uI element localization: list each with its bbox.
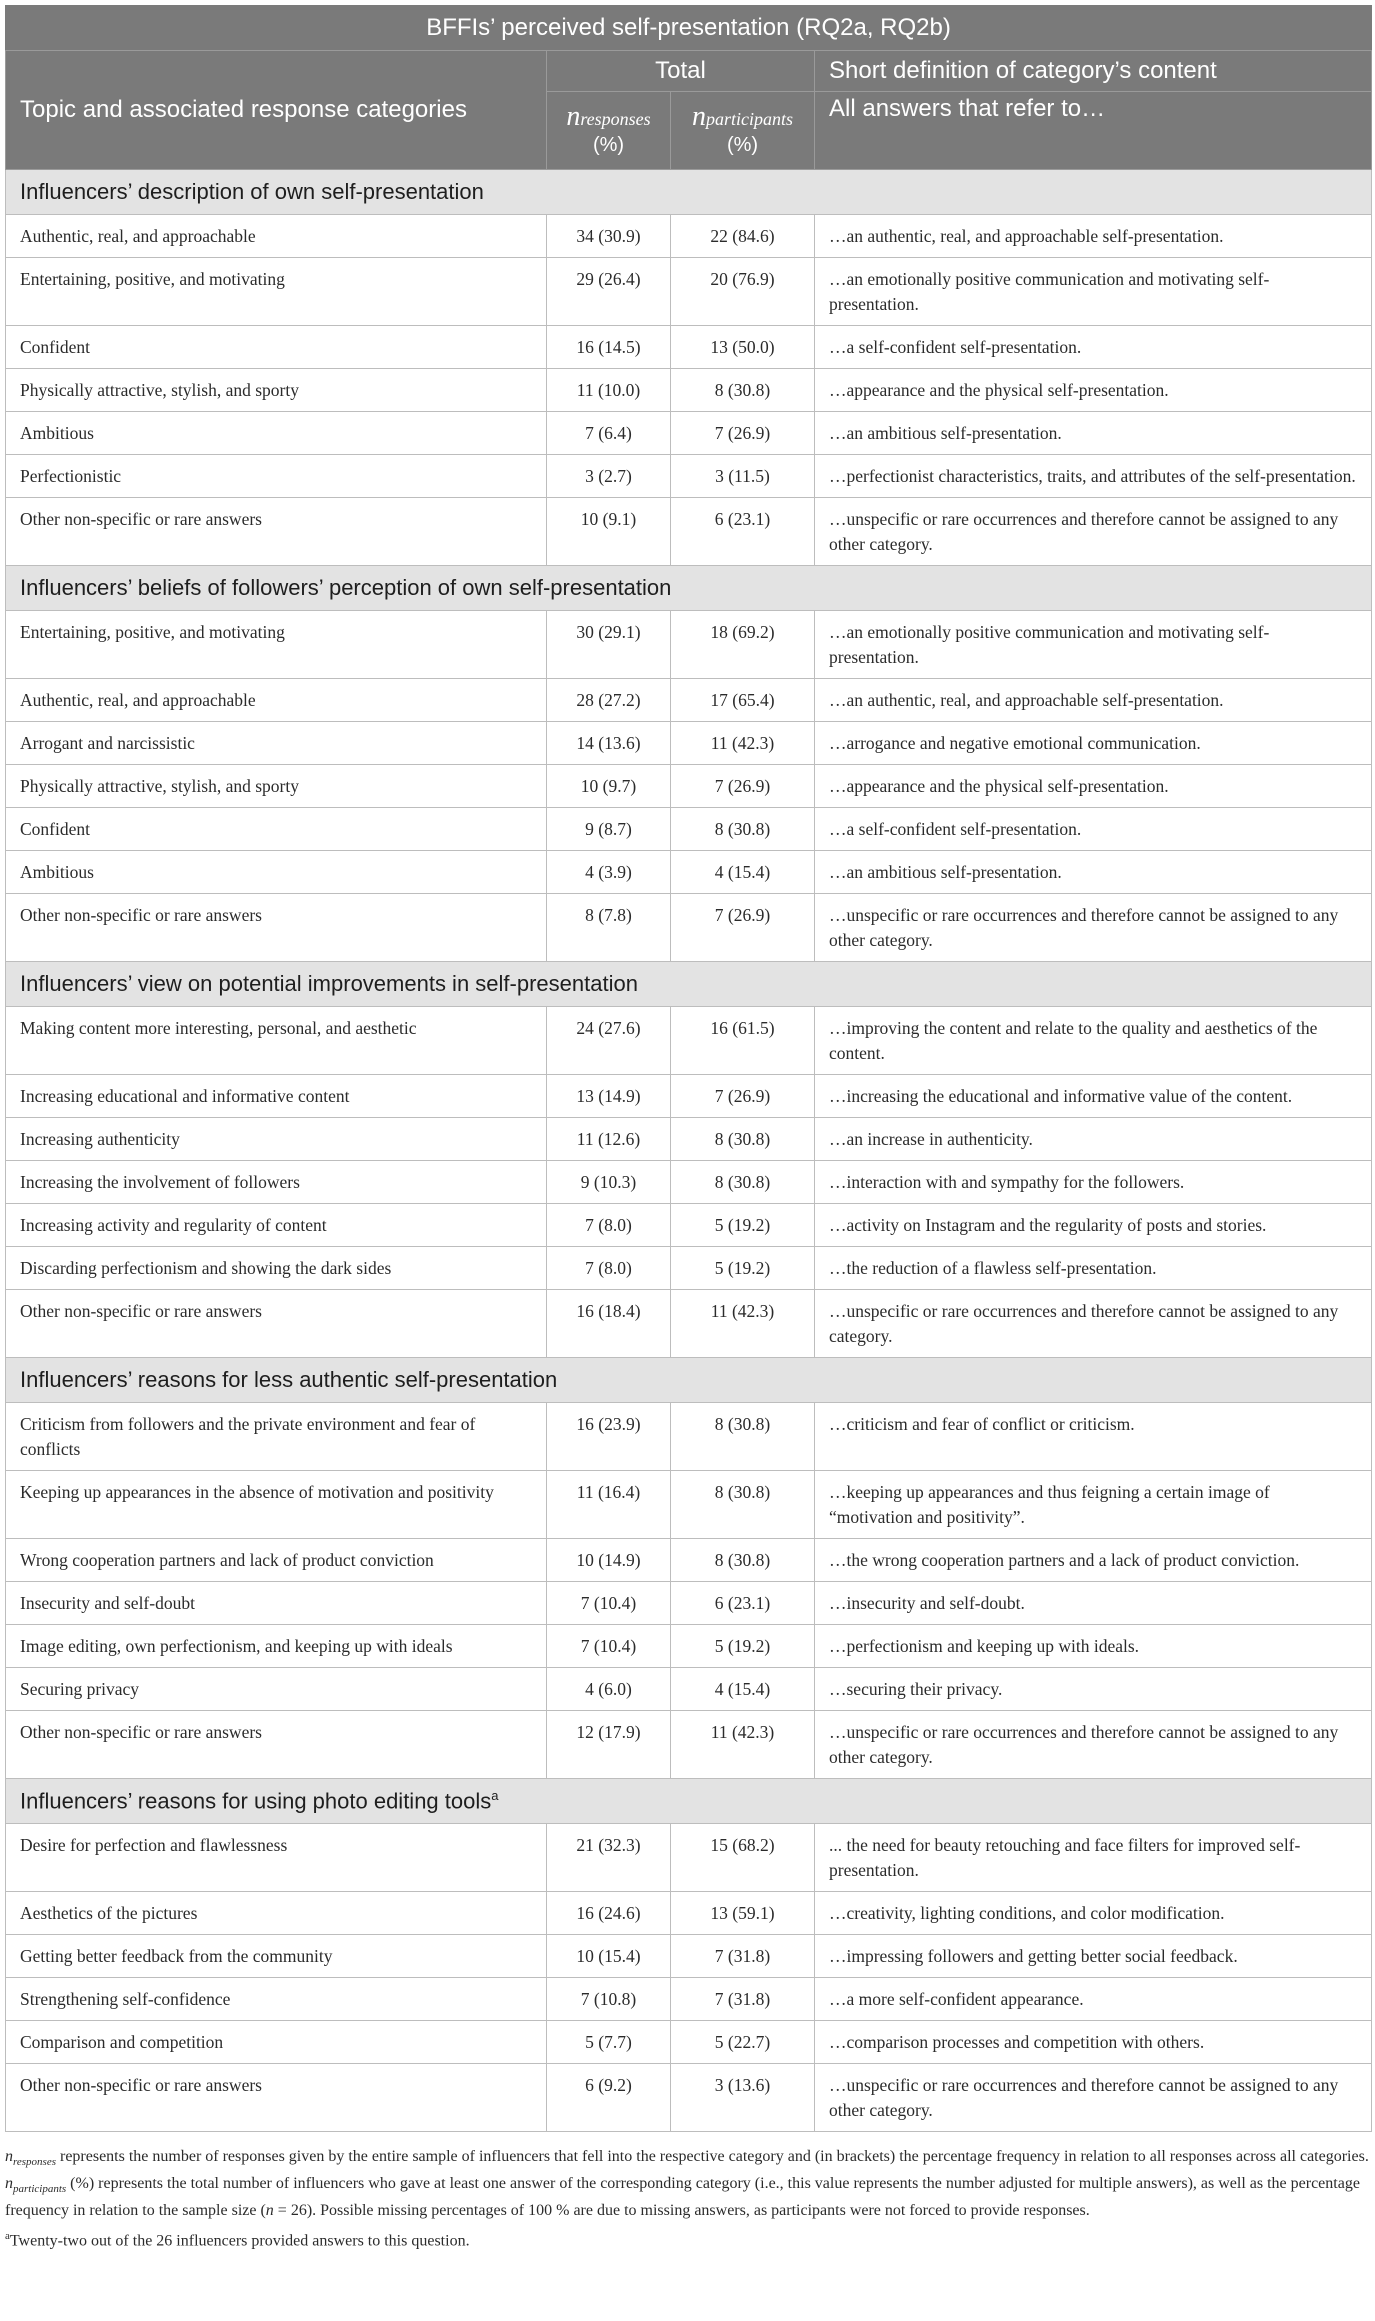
participants-cell: 6 (23.1) [671, 1582, 815, 1625]
responses-cell: 10 (15.4) [547, 1935, 671, 1978]
category-cell: Entertaining, positive, and motivating [6, 258, 547, 326]
category-cell: Ambitious [6, 851, 547, 894]
participants-cell: 13 (59.1) [671, 1892, 815, 1935]
category-cell: Other non-specific or rare answers [6, 894, 547, 962]
table-row [6, 894, 1372, 962]
responses-cell: 34 (30.9) [547, 215, 671, 258]
table-row [6, 1204, 1372, 1247]
participants-cell: 5 (22.7) [671, 2021, 815, 2064]
header-n-responses: nresponses (%) [547, 92, 671, 170]
responses-cell: 4 (3.9) [547, 851, 671, 894]
participants-cell: 7 (26.9) [671, 765, 815, 808]
category-cell: Other non-specific or rare answers [6, 1290, 547, 1358]
category-cell: Other non-specific or rare answers [6, 2064, 547, 2132]
section-row [6, 1358, 1372, 1403]
participants-cell: 11 (42.3) [671, 1290, 815, 1358]
table-row [6, 1471, 1372, 1539]
responses-cell: 14 (13.6) [547, 722, 671, 765]
footnote-a: $^a$Twenty-two out of the 26 influencers provided answers to this question. [5, 2230, 470, 2250]
participants-cell: 8 (30.8) [671, 1539, 815, 1582]
category-cell: Keeping up appearances in the absence of motivation and positivity [6, 1471, 547, 1539]
responses-cell: 13 (14.9) [547, 1075, 671, 1118]
category-cell: Physically attractive, stylish, and sporty [6, 765, 547, 808]
section-row [6, 1779, 1372, 1824]
participants-cell: 7 (26.9) [671, 1075, 815, 1118]
participants-cell: 8 (30.8) [671, 369, 815, 412]
responses-cell: 12 (17.9) [547, 1711, 671, 1779]
section-row [6, 566, 1372, 611]
responses-cell: 10 (9.7) [547, 765, 671, 808]
definition-cell: …an authentic, real, and approachable self-presentation. [815, 215, 1372, 258]
table-row [6, 1118, 1372, 1161]
category-cell: Confident [6, 808, 547, 851]
participants-cell: 18 (69.2) [671, 611, 815, 679]
category-cell: Increasing the involvement of followers [6, 1161, 547, 1204]
table-row [6, 1075, 1372, 1118]
category-cell: Criticism from followers and the private environment and fear of conflicts [6, 1403, 547, 1471]
participants-cell: 7 (26.9) [671, 412, 815, 455]
category-cell: Entertaining, positive, and motivating [6, 611, 547, 679]
category-cell: Perfectionistic [6, 455, 547, 498]
definition-cell: …an authentic, real, and approachable self-presentation. [815, 679, 1372, 722]
participants-cell: 3 (11.5) [671, 455, 815, 498]
responses-cell: 6 (9.2) [547, 2064, 671, 2132]
responses-cell: 11 (10.0) [547, 369, 671, 412]
definition-cell: …comparison processes and competition with others. [815, 2021, 1372, 2064]
responses-cell: 7 (10.8) [547, 1978, 671, 2021]
table-row [6, 1978, 1372, 2021]
header-topic: Topic and associated response categories [6, 51, 547, 170]
table-row [6, 215, 1372, 258]
definition-cell: …the wrong cooperation partners and a lack of product conviction. [815, 1539, 1372, 1582]
category-cell: Aesthetics of the pictures [6, 1892, 547, 1935]
definition-cell: …unspecific or rare occurrences and therefore cannot be assigned to any other category. [815, 1711, 1372, 1779]
category-cell: Other non-specific or rare answers [6, 1711, 547, 1779]
category-cell: Confident [6, 326, 547, 369]
participants-cell: 5 (19.2) [671, 1204, 815, 1247]
participants-cell: 15 (68.2) [671, 1824, 815, 1892]
table-row [6, 2021, 1372, 2064]
definition-cell: …appearance and the physical self-presentation. [815, 369, 1372, 412]
responses-cell: 11 (12.6) [547, 1118, 671, 1161]
table-row [6, 1290, 1372, 1358]
table-row [6, 722, 1372, 765]
responses-cell: 24 (27.6) [547, 1007, 671, 1075]
category-cell: Wrong cooperation partners and lack of product conviction [6, 1539, 547, 1582]
header-row [6, 51, 1372, 92]
responses-cell: 4 (6.0) [547, 1668, 671, 1711]
responses-cell: 7 (8.0) [547, 1204, 671, 1247]
category-cell: Increasing activity and regularity of content [6, 1204, 547, 1247]
category-cell: Authentic, real, and approachable [6, 215, 547, 258]
definition-cell: …activity on Instagram and the regularity of posts and stories. [815, 1204, 1372, 1247]
definition-cell: …creativity, lighting conditions, and color modification. [815, 1892, 1372, 1935]
responses-cell: 7 (10.4) [547, 1625, 671, 1668]
table-row [6, 808, 1372, 851]
participants-cell: 8 (30.8) [671, 1471, 815, 1539]
table-row [6, 1539, 1372, 1582]
responses-cell: 30 (29.1) [547, 611, 671, 679]
participants-cell: 16 (61.5) [671, 1007, 815, 1075]
responses-cell: 7 (10.4) [547, 1582, 671, 1625]
responses-cell: 29 (26.4) [547, 258, 671, 326]
participants-cell: 22 (84.6) [671, 215, 815, 258]
footnote-note: $n_{responses}$ represents the number of responses given by the entire sample of influencers that fell into the respective category and (in brackets) the percentage frequency in relation to all responses across all categories. $n_{participants}$ (%) represents the total number of influencers who gave at least one answer of the corresponding category (i.e., this value represents the number adjusted for multiple answers), as well as the percentage frequency in relation to the sample size (n = 26). Possible missing percentages of 100 % are due to missing answers, as participants were not forced to provide responses. [5, 2148, 1369, 2220]
responses-cell: 16 (14.5) [547, 326, 671, 369]
section-title: Influencers’ description of own self-presentation [6, 170, 1372, 215]
definition-cell: …a self-confident self-presentation. [815, 808, 1372, 851]
definition-cell: …appearance and the physical self-presentation. [815, 765, 1372, 808]
header-n-participants: nparticipants (%) [671, 92, 815, 170]
section-title: Influencers’ reasons for using photo editing tools$^a$ [6, 1779, 1372, 1824]
section-title: Influencers’ beliefs of followers’ perception of own self-presentation [6, 566, 1372, 611]
table-row [6, 611, 1372, 679]
table-row [6, 498, 1372, 566]
participants-cell: 7 (31.8) [671, 1978, 815, 2021]
definition-cell: …criticism and fear of conflict or criticism. [815, 1403, 1372, 1471]
participants-cell: 8 (30.8) [671, 1118, 815, 1161]
category-cell: Authentic, real, and approachable [6, 679, 547, 722]
category-cell: Increasing educational and informative content [6, 1075, 547, 1118]
section-row [6, 170, 1372, 215]
responses-cell: 16 (18.4) [547, 1290, 671, 1358]
section-title: Influencers’ view on potential improvements in self-presentation [6, 962, 1372, 1007]
participants-cell: 8 (30.8) [671, 808, 815, 851]
definition-cell: …keeping up appearances and thus feigning a certain image of “motivation and positivity”. [815, 1471, 1372, 1539]
definition-cell: …unspecific or rare occurrences and therefore cannot be assigned to any other category. [815, 2064, 1372, 2132]
responses-cell: 7 (6.4) [547, 412, 671, 455]
responses-cell: 5 (7.7) [547, 2021, 671, 2064]
header-total: Total [547, 51, 815, 92]
category-cell: Insecurity and self-doubt [6, 1582, 547, 1625]
responses-cell: 11 (16.4) [547, 1471, 671, 1539]
participants-cell: 7 (31.8) [671, 1935, 815, 1978]
definition-cell: …securing their privacy. [815, 1668, 1372, 1711]
table-row [6, 1247, 1372, 1290]
page [5, 0, 1371, 2253]
definition-cell: …interaction with and sympathy for the followers. [815, 1161, 1372, 1204]
footnote-marker: a [491, 1787, 499, 1803]
participants-cell: 20 (76.9) [671, 258, 815, 326]
category-cell: Image editing, own perfectionism, and keeping up with ideals [6, 1625, 547, 1668]
definition-cell: …impressing followers and getting better social feedback. [815, 1935, 1372, 1978]
participants-cell: 8 (30.8) [671, 1403, 815, 1471]
definition-cell: …increasing the educational and informative value of the content. [815, 1075, 1372, 1118]
table-row [6, 1935, 1372, 1978]
table-row [6, 679, 1372, 722]
table-row [6, 258, 1372, 326]
responses-cell: 16 (24.6) [547, 1892, 671, 1935]
responses-cell: 9 (10.3) [547, 1161, 671, 1204]
definition-cell: …an ambitious self-presentation. [815, 851, 1372, 894]
footnotes [5, 2132, 1371, 2253]
definition-cell: …unspecific or rare occurrences and therefore cannot be assigned to any other category. [815, 894, 1372, 962]
category-cell: Getting better feedback from the community [6, 1935, 547, 1978]
definition-cell: …a self-confident self-presentation. [815, 326, 1372, 369]
definition-cell: …unspecific or rare occurrences and therefore cannot be assigned to any other category. [815, 498, 1372, 566]
responses-cell: 8 (7.8) [547, 894, 671, 962]
section-title: Influencers’ reasons for less authentic self-presentation [6, 1358, 1372, 1403]
table-row [6, 1711, 1372, 1779]
participants-cell: 4 (15.4) [671, 851, 815, 894]
participants-cell: 5 (19.2) [671, 1625, 815, 1668]
responses-cell: 21 (32.3) [547, 1824, 671, 1892]
responses-cell: 3 (2.7) [547, 455, 671, 498]
definition-cell: …an emotionally positive communication and motivating self-presentation. [815, 258, 1372, 326]
table-row [6, 455, 1372, 498]
table-row [6, 369, 1372, 412]
category-cell: Strengthening self-confidence [6, 1978, 547, 2021]
definition-cell: …insecurity and self-doubt. [815, 1582, 1372, 1625]
table-title-row [6, 6, 1372, 51]
participants-cell: 13 (50.0) [671, 326, 815, 369]
header-definition-sub: All answers that refer to… [815, 92, 1372, 170]
definition-cell: …the reduction of a flawless self-presentation. [815, 1247, 1372, 1290]
results-table [5, 5, 1372, 2132]
table-row [6, 1668, 1372, 1711]
definition-cell: …a more self-confident appearance. [815, 1978, 1372, 2021]
table-row [6, 1625, 1372, 1668]
participants-cell: 8 (30.8) [671, 1161, 815, 1204]
category-cell: Ambitious [6, 412, 547, 455]
responses-cell: 10 (14.9) [547, 1539, 671, 1582]
table-row [6, 1161, 1372, 1204]
table-row [6, 1824, 1372, 1892]
participants-cell: 7 (26.9) [671, 894, 815, 962]
table-row [6, 326, 1372, 369]
table-row [6, 765, 1372, 808]
definition-cell: …unspecific or rare occurrences and therefore cannot be assigned to any category. [815, 1290, 1372, 1358]
definition-cell: ... the need for beauty retouching and face filters for improved self-presentation. [815, 1824, 1372, 1892]
category-cell: Arrogant and narcissistic [6, 722, 547, 765]
definition-cell: …perfectionist characteristics, traits, and attributes of the self-presentation. [815, 455, 1372, 498]
definition-cell: …an increase in authenticity. [815, 1118, 1372, 1161]
participants-cell: 3 (13.6) [671, 2064, 815, 2132]
definition-cell: …an emotionally positive communication and motivating self-presentation. [815, 611, 1372, 679]
header-definition: Short definition of category’s content [815, 51, 1372, 92]
category-cell: Increasing authenticity [6, 1118, 547, 1161]
category-cell: Making content more interesting, personal, and aesthetic [6, 1007, 547, 1075]
definition-cell: …perfectionism and keeping up with ideals. [815, 1625, 1372, 1668]
responses-cell: 7 (8.0) [547, 1247, 671, 1290]
responses-cell: 10 (9.1) [547, 498, 671, 566]
table-row [6, 1403, 1372, 1471]
participants-cell: 11 (42.3) [671, 722, 815, 765]
table-title: BFFIs’ perceived self-presentation (RQ2a, RQ2b) [6, 6, 1372, 51]
definition-cell: …arrogance and negative emotional communication. [815, 722, 1372, 765]
participants-cell: 4 (15.4) [671, 1668, 815, 1711]
definition-cell: …an ambitious self-presentation. [815, 412, 1372, 455]
category-cell: Comparison and competition [6, 2021, 547, 2064]
category-cell: Securing privacy [6, 1668, 547, 1711]
category-cell: Discarding perfectionism and showing the dark sides [6, 1247, 547, 1290]
category-cell: Physically attractive, stylish, and sporty [6, 369, 547, 412]
table-row [6, 1007, 1372, 1075]
table-row [6, 1892, 1372, 1935]
category-cell: Desire for perfection and flawlessness [6, 1824, 547, 1892]
responses-cell: 16 (23.9) [547, 1403, 671, 1471]
table-body [6, 170, 1372, 2132]
section-row [6, 962, 1372, 1007]
participants-cell: 5 (19.2) [671, 1247, 815, 1290]
table-row [6, 851, 1372, 894]
responses-cell: 28 (27.2) [547, 679, 671, 722]
participants-cell: 17 (65.4) [671, 679, 815, 722]
participants-cell: 6 (23.1) [671, 498, 815, 566]
responses-cell: 9 (8.7) [547, 808, 671, 851]
category-cell: Other non-specific or rare answers [6, 498, 547, 566]
table-row [6, 1582, 1372, 1625]
table-row [6, 412, 1372, 455]
table-row [6, 2064, 1372, 2132]
definition-cell: …improving the content and relate to the quality and aesthetics of the content. [815, 1007, 1372, 1075]
participants-cell: 11 (42.3) [671, 1711, 815, 1779]
